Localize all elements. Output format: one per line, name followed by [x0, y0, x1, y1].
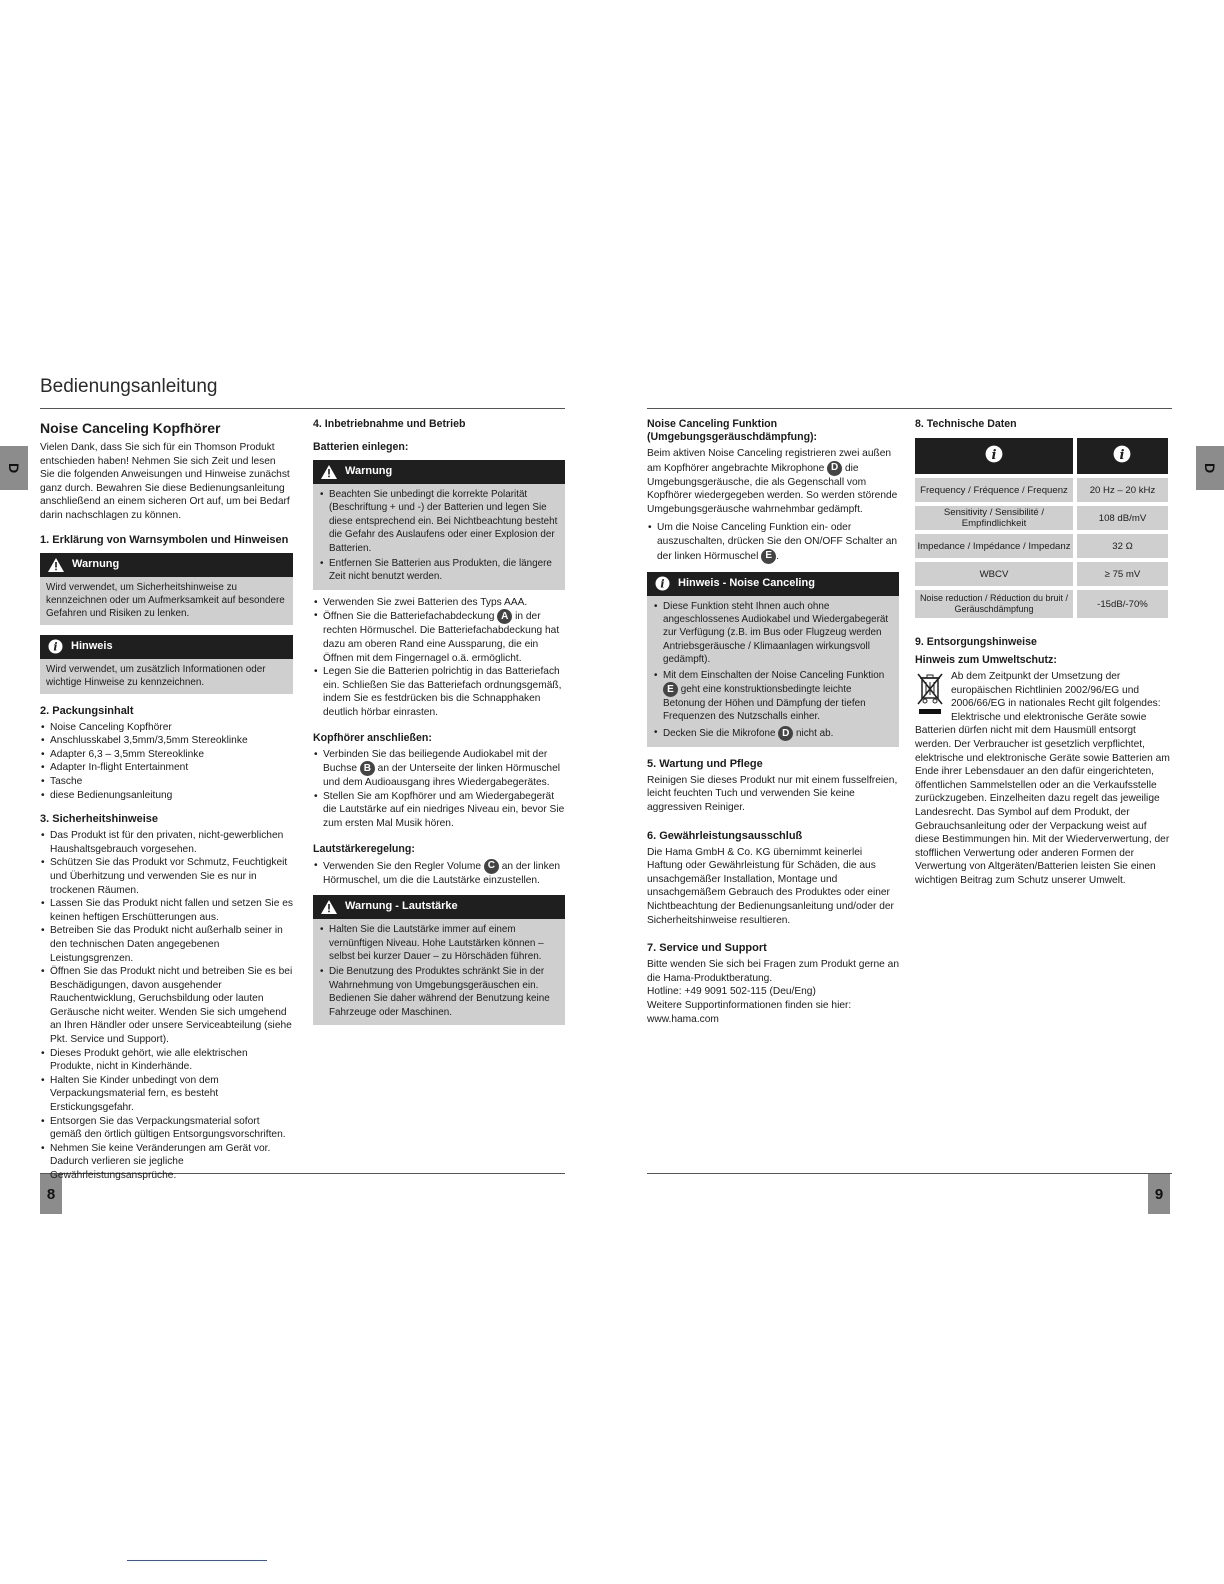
- volume-warning-header: [313, 895, 565, 919]
- section-4-title: 4. Inbetriebnahme und Betrieb: [313, 418, 466, 430]
- info-icon: [655, 576, 670, 591]
- warning-triangle-icon: [321, 900, 337, 914]
- section-6-title: 6. Gewährleistungsausschluß: [647, 829, 803, 842]
- package-contents-list: [40, 721, 293, 803]
- list-item: • Öffnen Sie die Batteriefachabdeckung A in der rechten Hörmuschel. Die Batteriefachabdeckung hat dazu am oberen Rand eine Aussparung, die ein Öffnen mit dem Fingernagel o.ä. ermöglicht.: [313, 609, 565, 665]
- nc-title: Noise Canceling Funktion (Umgebungsgeräuschdämpfung):: [647, 418, 818, 443]
- product-title: Noise Canceling Kopfhörer: [40, 420, 221, 436]
- list-item: • Halten Sie die Lautstärke immer auf einem vernünftigen Niveau. Hohe Lautstärken können – selbst bei kurzer Dauer – zu Hörschäden führen.: [319, 923, 559, 963]
- page-number-right: 9: [1148, 1174, 1170, 1214]
- list-item: • Dieses Produkt gehört, wie alle elektrischen Produkte, nicht in Kinderhände.: [40, 1047, 293, 1074]
- label-d-icon: D: [827, 461, 842, 476]
- label-e-icon: E: [761, 549, 776, 564]
- list-item: • Halten Sie Kinder unbedingt von dem Verpackungsmaterial fern, es besteht Erstickungsgefahr.: [40, 1074, 293, 1115]
- list-item: • Schützen Sie das Produkt vor Schmutz, Feuchtigkeit und Überhitzung und verwenden Sie es nur in trockenen Räumen.: [40, 856, 293, 897]
- bottom-rule-right: [647, 1173, 1172, 1174]
- list-item: • Mit dem Einschalten der Noise Canceling Funktion E geht eine konstruktionsbedingte leichte Betonung der Höhen und Dämpfung der tiefen Frequenzen des Nutzschalls einher.: [653, 669, 893, 724]
- spec-label: Noise reduction / Réduction du bruit / Geräuschdämpfung: [915, 590, 1073, 618]
- list-item: • Adapter In-flight Entertainment: [40, 761, 293, 775]
- column-4: [915, 418, 1172, 888]
- nc-hint-header: [647, 572, 899, 596]
- column-2: [313, 418, 565, 1031]
- table-header: [1077, 438, 1168, 474]
- batteries-title: Batterien einlegen:: [313, 441, 409, 453]
- spec-value: -15dB/-70%: [1077, 590, 1168, 618]
- list-item: • Legen Sie die Batterien polrichtig in das Batteriefach ein. Schließen Sie das Batteriefach ordnungsgemäß, indem Sie es festdrücken bis die Schnapphaken deutlich hörbar einrasten.: [313, 665, 565, 719]
- svg-text:i: i: [1119, 447, 1125, 463]
- maintenance-text: Reinigen Sie dieses Produkt nur mit einem fusselfreien, leicht feuchten Tuch und verwenden Sie keine aggressiven Reiniger.: [647, 774, 898, 813]
- environment-text: Ab dem Zeitpunkt der Umsetzung der europäischen Richtlinien 2002/96/EG und 2006/66/EG in nationales Recht gilt folgendes: Elektrische und elektronische Geräte sowie Batterien dürfen nicht mit dem Hausmüll entsorgt werden. Der Verbraucher ist gesetzlich verpflichtet, elektrische und elektronische Geräte sowie Batterien am Ende ihrer Lebensdauer an den dafür eingerichteten, öffentlichen Sammelstellen oder an die Verkaufsstelle zurückzugeben. Einzelheiten dazu regelt das jeweilige Landesrecht. Das Symbol auf dem Produkt, der Gebrauchsanleitung oder der Verpackung weist auf diese Bestimmungen hin. Mit der Wiederverwertung, der stofflichen Verwertung oder anderen Formen der Verwertung von Altgeräten/Batterien leisten Sie einen wichtigen Beitrag zum Schutz unserer Umwelt.: [915, 671, 1170, 886]
- list-item: • Das Produkt ist für den privaten, nicht-gewerblichen Haushaltsgebrauch vorgesehen.: [40, 829, 293, 856]
- label-c-icon: C: [484, 859, 499, 874]
- connect-steps-list: [313, 748, 565, 831]
- label-d-icon: D: [778, 726, 793, 741]
- list-item: • Öffnen Sie das Produkt nicht und betreiben Sie es bei Beschädigungen, davon ausgehender Rauchentwicklung, Geruchsbildung oder lauten Geräusche nicht weiter. Wenden Sie sich umgehend an Ihren Händler oder unsere Serviceabteilung (siehe Pkt. Service und Support).: [40, 965, 293, 1047]
- list-item: • Beachten Sie unbedingt die korrekte Polarität (Beschriftung + und -) der Batterien und legen Sie diese entsprechend ein. Bei Nichtbeachtung besteht die Gefahr des Auslaufens oder einer Explosion der Batterien.: [319, 488, 559, 555]
- list-item: • Diese Funktion steht Ihnen auch ohne angeschlossenes Audiokabel und Wiedergabegerät zur Verfügung (z.B. im Bus oder Flugzeug werden Antriebsgeräusche / Klimaanlagen wirkungsvoll gedämpft).: [653, 600, 893, 667]
- hint-label: Hinweis: [71, 639, 113, 652]
- spec-label: Sensitivity / Sensibilité / Empfindlichkeit: [915, 506, 1073, 530]
- intro-text: Vielen Dank, dass Sie sich für ein Thomson Produkt entschieden haben! Nehmen Sie sich Zeit und lesen Sie die folgenden Anweisungen und Hinweise zunächst ganz durch. Bewahren Sie diese Bedienungsanleitung anschließend an einem sicheren Ort auf, um bei Bedarf darin nachschlagen zu können.: [40, 442, 290, 521]
- column-3: [647, 418, 899, 1026]
- list-item: • Noise Canceling Kopfhörer: [40, 721, 293, 735]
- nc-text: Beim aktiven Noise Canceling registrieren zwei außen am Kopfhörer angebrachte Mikrophone D die Umgebungsgeräusche, die als Gegenschall vom Kopfhörer wiedergegeben werden. So werden störende Umgebungsgeräusche wahrnehmbar gedämpft.: [647, 448, 898, 515]
- section-7-title: 7. Service und Support: [647, 942, 767, 955]
- table-row: [915, 590, 1168, 618]
- environment-title: Hinweis zum Umweltschutz:: [915, 654, 1057, 666]
- environment-block: [915, 670, 1172, 888]
- language-tab-left: D: [0, 446, 28, 490]
- support-url[interactable]: www.hama.com: [647, 1013, 719, 1025]
- warning-body: Wird verwendet, um Sicherheitshinweise zu kennzeichnen oder um Aufmerksamkeit auf besondere Gefahren und Risiken zu lenken.: [40, 577, 293, 625]
- spec-value: ≥ 75 mV: [1077, 562, 1168, 586]
- crossed-bin-icon: [915, 672, 945, 716]
- svg-text:i: i: [53, 640, 58, 654]
- info-icon: [1113, 445, 1131, 463]
- list-item: • Entsorgen Sie das Verpackungsmaterial sofort gemäß den örtlich gültigen Entsorgungsvorschriften.: [40, 1115, 293, 1142]
- warranty-text: Die Hama GmbH & Co. KG übernimmt keinerlei Haftung oder Gewährleistung für Schäden, die aus unsachgemäßer Installation, Montage und unsachgemäßem Gebrauch des Produktes oder einer Nichtbeachtung der Bedienungsanleitung und/oder der Sicherheitshinweise resultieren.: [647, 846, 894, 926]
- svg-text:i: i: [660, 577, 665, 591]
- list-item: • Decken Sie die Mikrofone D nicht ab.: [653, 726, 893, 741]
- section-3-title: 3. Sicherheitshinweise: [40, 813, 158, 826]
- spec-value: 32 Ω: [1077, 534, 1168, 558]
- table-row: [915, 534, 1168, 558]
- top-rule-right: [647, 408, 1172, 409]
- section-9-title: 9. Entsorgungshinweise: [915, 636, 1037, 648]
- column-1: [40, 420, 293, 1183]
- table-header: [915, 438, 1073, 474]
- support-hotline: Hotline: +49 9091 502-115 (Deu/Eng): [647, 986, 816, 998]
- list-item: • Lassen Sie das Produkt nicht fallen und setzen Sie es keinen heftigen Erschütterungen aus.: [40, 897, 293, 924]
- safety-list: [40, 829, 293, 1182]
- nc-hint-label: Hinweis - Noise Canceling: [678, 576, 815, 589]
- nc-steps-list: [647, 521, 899, 563]
- nc-hint-body: [647, 596, 899, 747]
- section-5-title: 5. Wartung und Pflege: [647, 757, 763, 770]
- spec-value: 108 dB/mV: [1077, 506, 1168, 530]
- hint-header: [40, 635, 293, 659]
- table-row: [915, 562, 1168, 586]
- footer-link-underline: [127, 1560, 267, 1561]
- volume-steps-list: [313, 859, 565, 888]
- spec-label: Frequency / Fréquence / Frequenz: [915, 478, 1073, 502]
- section-8-title: 8. Technische Daten: [915, 418, 1017, 430]
- top-rule-left: [40, 408, 565, 409]
- list-item: • Adapter 6,3 – 3,5mm Stereoklinke: [40, 748, 293, 762]
- table-row: [915, 478, 1168, 502]
- label-a-icon: A: [497, 609, 512, 624]
- list-item: • Verwenden Sie zwei Batterien des Typs AAA.: [313, 596, 565, 610]
- label-b-icon: B: [360, 761, 375, 776]
- language-tab-right: D: [1196, 446, 1224, 490]
- warning-label: Warnung: [345, 465, 393, 478]
- volume-warning-label: Warnung - Lautstärke: [345, 900, 458, 913]
- section-1-title: 1. Erklärung von Warnsymbolen und Hinweisen: [40, 533, 289, 546]
- list-item: • Stellen Sie am Kopfhörer und am Wiedergabegerät die Lautstärke auf ein niedriges Niveau ein, bevor Sie zum ersten Mal Musik hören.: [313, 790, 565, 831]
- list-item: • Betreiben Sie das Produkt nicht außerhalb seiner in den technischen Daten angegebenen Leistungsgrenzen.: [40, 924, 293, 965]
- list-item: • Die Benutzung des Produktes schränkt Sie in der Wahrnehmung von Umgebungsgeräuschen ein. Bedienen Sie daher während der Benutzung keine Fahrzeuge oder Maschinen.: [319, 965, 559, 1019]
- label-e-icon: E: [663, 682, 678, 697]
- spec-label: Impedance / Impédance / Impedanz: [915, 534, 1073, 558]
- warning-triangle-icon: [321, 465, 337, 479]
- info-icon: [985, 445, 1003, 463]
- list-item: • Nehmen Sie keine Veränderungen am Gerät vor. Dadurch verlieren sie jegliche Gewährleistungsansprüche.: [40, 1142, 293, 1183]
- list-item: • diese Bedienungsanleitung: [40, 789, 293, 803]
- warning-body: [313, 484, 565, 590]
- support-text: Bitte wenden Sie sich bei Fragen zum Produkt gerne an die Hama-Produktberatung.: [647, 959, 900, 984]
- info-icon: [48, 639, 63, 654]
- list-item: • Entfernen Sie Batterien aus Produkten, die längere Zeit nicht benutzt werden.: [319, 557, 559, 584]
- list-item: • Tasche: [40, 775, 293, 789]
- section-2-title: 2. Packungsinhalt: [40, 704, 134, 717]
- list-item: • Verbinden Sie das beiliegende Audiokabel mit der Buchse B an der Unterseite der linken Hörmuschel und dem Audioausgang ihres Wiedergabegerätes.: [313, 748, 565, 790]
- page-number-left: 8: [40, 1174, 62, 1214]
- table-row: [915, 506, 1168, 530]
- warning-header: [313, 460, 565, 484]
- connect-title: Kopfhörer anschließen:: [313, 731, 432, 744]
- list-item: • Verwenden Sie den Regler Volume C an der linken Hörmuschel, um die die Lautstärke einzustellen.: [313, 859, 565, 888]
- spec-value: 20 Hz – 20 kHz: [1077, 478, 1168, 502]
- support-more: Weitere Supportinformationen finden sie hier:: [647, 999, 852, 1011]
- svg-text:i: i: [991, 447, 997, 463]
- warning-label: Warnung: [72, 557, 120, 570]
- battery-steps-list: [313, 596, 565, 720]
- volume-title: Lautstärkeregelung:: [313, 842, 415, 855]
- volume-warning-body: [313, 919, 565, 1025]
- manual-title: Bedienungsanleitung: [40, 376, 218, 397]
- list-item: • Um die Noise Canceling Funktion ein- oder auszuschalten, drücken Sie den ON/OFF Schalter an der linken Hörmuschel E .: [647, 521, 899, 563]
- warning-header: [40, 553, 293, 577]
- warning-triangle-icon: [48, 558, 64, 572]
- list-item: • Anschlusskabel 3,5mm/3,5mm Stereoklinke: [40, 734, 293, 748]
- hint-body: Wird verwendet, um zusätzlich Informationen oder wichtige Hinweise zu kennzeichnen.: [40, 659, 293, 694]
- tech-data-table: [911, 434, 1172, 622]
- spec-label: WBCV: [915, 562, 1073, 586]
